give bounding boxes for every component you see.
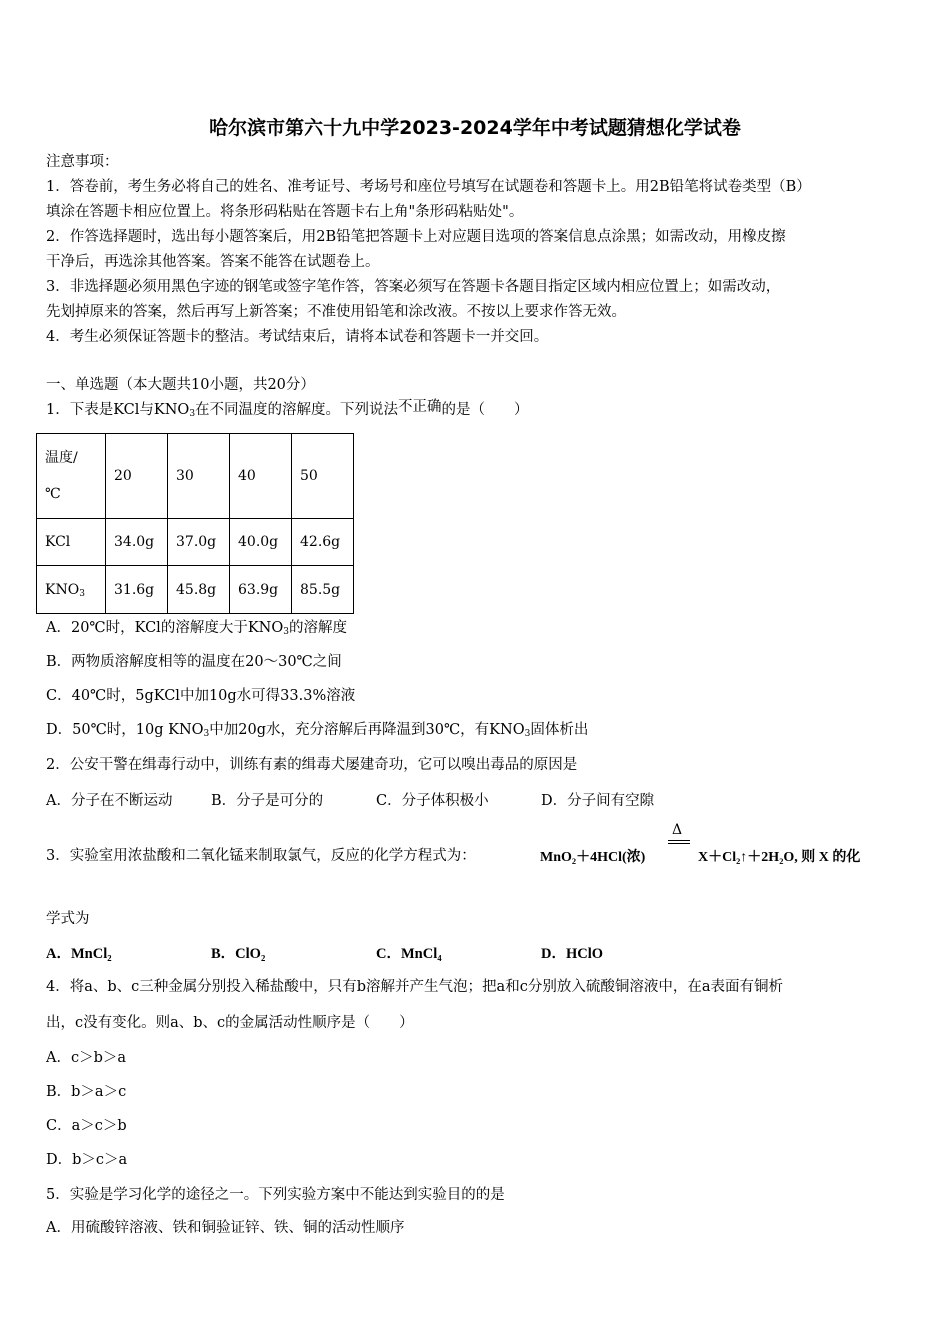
equation-bar <box>668 843 690 844</box>
q3-option-a: A．MnCl₂ <box>46 946 112 962</box>
q5-option-a: A．用硫酸锌溶液、铁和铜验证锌、铁、铜的活动性顺序 <box>46 1220 405 1236</box>
notice-line: 1．答卷前，考生务必将自己的姓名、准考证号、考场号和座位号填写在试题卷和答题卡上。用2B铅笔将试卷类型（B） <box>46 179 811 195</box>
value-cell: 40.0g <box>230 519 292 566</box>
q4-option-b: B．b＞a＞c <box>46 1084 127 1100</box>
value-cell: 63.9g <box>230 566 292 614</box>
question-3-stem: 3．实验室用浓盐酸和二氧化锰来制取氯气，反应的化学方程式为： <box>46 848 476 864</box>
q4-option-c: C．a＞c＞b <box>46 1118 127 1134</box>
q1-option-b: B．两物质溶解度相等的温度在20～30℃之间 <box>46 654 342 670</box>
temp-cell: 40 <box>230 434 292 519</box>
solubility-table <box>36 433 354 614</box>
row-label-kno3: $KNO_3$ <box>37 566 106 614</box>
question-1-stem: 1．下表是KCl与$KNO_3$在不同温度的溶解度。下列说法不正确的是（ ） <box>46 399 529 419</box>
q1-option-c: C．40℃时，5gKCl中加10g水可得33.3%溶液 <box>46 688 356 704</box>
q4-option-a: A．c＞b＞a <box>46 1050 127 1066</box>
question-5-stem: 5．实验是学习化学的途径之一。下列实验方案中不能达到实验目的的是 <box>46 1187 505 1203</box>
value-cell: 34.0g <box>106 519 168 566</box>
equation-left: MnO₂＋4HCl(浓) <box>540 850 646 865</box>
q1-option-a: A．20℃时，KCl的溶解度大于$KNO_3$的溶解度 <box>46 620 347 637</box>
value-cell: 85.5g <box>292 566 354 614</box>
q1-option-d: D．50℃时，10g $KNO_3$中加20g水，充分溶解后再降温到30℃，有$KNO_3$固体析出 <box>46 722 589 739</box>
q2-option-b: B．分子是可分的 <box>211 793 324 809</box>
temp-cell: 30 <box>168 434 230 519</box>
value-cell: 37.0g <box>168 519 230 566</box>
section-heading: 一、单选题（本大题共10小题，共20分） <box>46 377 315 393</box>
temp-cell: 20 <box>106 434 168 519</box>
notice-line: 4．考生必须保证答题卡的整洁。考试结束后，请将本试卷和答题卡一并交回。 <box>46 329 549 345</box>
page-title: 哈尔滨市第六十九中学2023-2024学年中考试题猜想化学试卷 <box>209 117 741 139</box>
q4-option-d: D．b＞c＞a <box>46 1152 128 1168</box>
question-3-continued: 学式为 <box>46 911 90 927</box>
header-temperature: 温度/ ℃ <box>37 434 106 519</box>
q3-option-b: B．ClO₂ <box>211 946 266 962</box>
question-4-stem-continued: 出，c没有变化。则a、b、c的金属活动性顺序是（ ） <box>46 1015 414 1031</box>
notice-line: 3．非选择题必须用黑色字迹的钢笔或签字笔作答，答案必须写在答题卡各题目指定区域内相应位置上；如需改动， <box>46 279 781 295</box>
notice-line: 干净后，再选涂其他答案。答案不能答在试题卷上。 <box>46 254 380 270</box>
temp-cell: 50 <box>292 434 354 519</box>
notice-line: 填涂在答题卡相应位置上。将条形码粘贴在答题卡右上角"条形码粘贴处"。 <box>46 204 524 220</box>
equation-bar <box>668 840 690 841</box>
notice-heading: 注意事项： <box>46 154 119 170</box>
value-cell: 45.8g <box>168 566 230 614</box>
question-2-stem: 2．公安干警在缉毒行动中，训练有素的缉毒犬屡建奇功，它可以嗅出毒品的原因是 <box>46 757 578 773</box>
row-label-kcl: KCl <box>37 519 106 566</box>
value-cell: 31.6g <box>106 566 168 614</box>
notice-line: 先划掉原来的答案，然后再写上新答案；不准使用铅笔和涂改液。不按以上要求作答无效。 <box>46 304 626 320</box>
delta-symbol: Δ <box>672 822 683 838</box>
question-4-stem: 4．将a、b、c三种金属分别投入稀盐酸中，只有b溶解并产生气泡；把a和c分别放入硫酸铜溶液中，在a表面有铜析 <box>46 979 783 995</box>
equation-right: X＋Cl₂↑＋2H₂O, 则 X 的化 <box>698 850 861 865</box>
q2-option-d: D．分子间有空隙 <box>541 793 655 809</box>
q3-option-c: C．MnCl₄ <box>376 946 442 962</box>
q3-option-d: D．HClO <box>541 946 604 962</box>
value-cell: 42.6g <box>292 519 354 566</box>
q2-option-c: C．分子体积极小 <box>376 793 489 809</box>
notice-line: 2．作答选择题时，选出每小题答案后，用2B铅笔把答题卡上对应题目选项的答案信息点涂黑；如需改动，用橡皮擦 <box>46 229 786 245</box>
q2-option-a: A．分子在不断运动 <box>46 793 173 809</box>
